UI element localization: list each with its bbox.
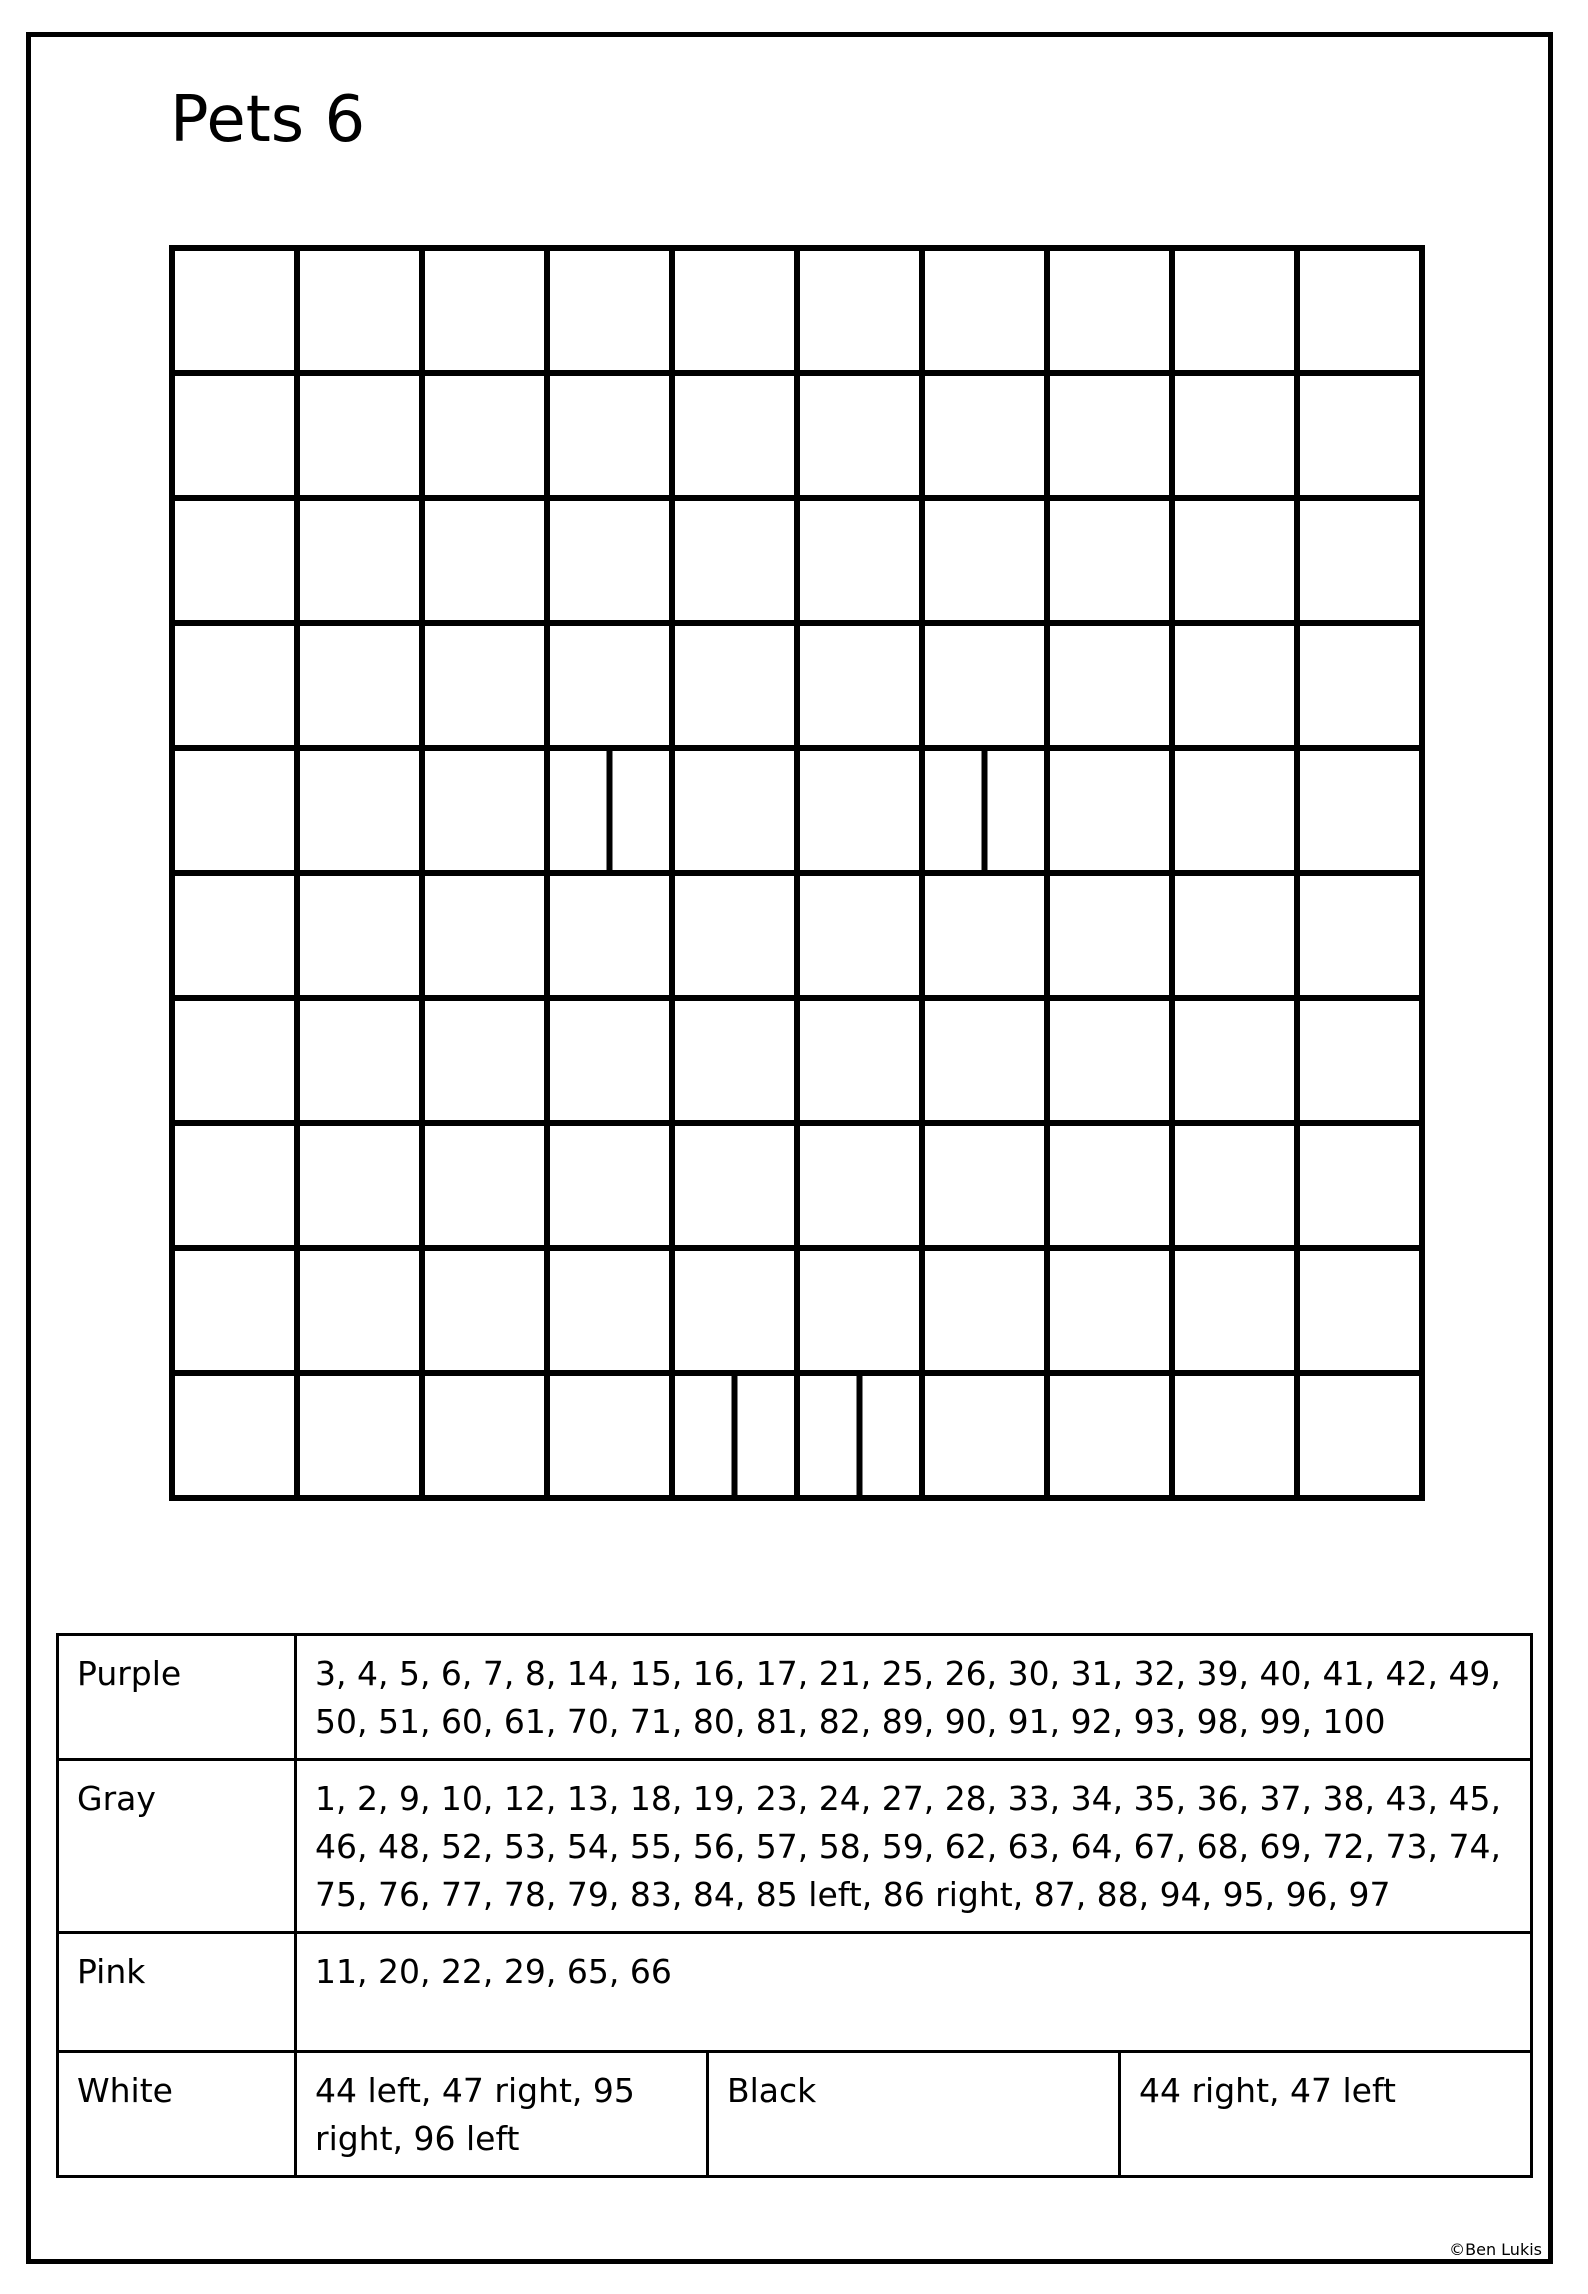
legend-row-gray	[58, 1760, 1532, 1933]
legend-row-white-black	[58, 2052, 1532, 2177]
credit-text: ©Ben Lukis	[1449, 2240, 1542, 2259]
legend-row-purple	[58, 1635, 1532, 1760]
cell-list-white: 44 left, 47 right, 95 right, 96 left	[296, 2052, 708, 2177]
cell-list-black: 44 right, 47 left	[1120, 2052, 1532, 2177]
color-label-pink: Pink	[58, 1933, 296, 2052]
cell-list-gray: 1, 2, 9, 10, 12, 13, 18, 19, 23, 24, 27, 28, 33, 34, 35, 36, 37, 38, 43, 45, 46, 48, 52, 53, 54, 55, 56, 57, 58, 59, 62, 63, 64, 67, 68, 69, 72, 73, 74, 75, 76, 77, 78, 79, 83, 84, 85 left, 86 right, 87, 88, 94, 95, 96, 97	[296, 1760, 1532, 1933]
color-label-black: Black	[708, 2052, 1120, 2177]
color-label-gray: Gray	[58, 1760, 296, 1933]
cell-list-purple: 3, 4, 5, 6, 7, 8, 14, 15, 16, 17, 21, 25, 26, 30, 31, 32, 39, 40, 41, 42, 49, 50, 51, 60, 61, 70, 71, 80, 81, 82, 89, 90, 91, 92, 93, 98, 99, 100	[296, 1635, 1532, 1760]
color-label-purple: Purple	[58, 1635, 296, 1760]
page-title: Pets 6	[170, 83, 366, 157]
legend-row-pink	[58, 1933, 1532, 2052]
cell-list-pink: 11, 20, 22, 29, 65, 66	[296, 1933, 1532, 2052]
color-label-white: White	[58, 2052, 296, 2177]
color-key-table	[56, 1633, 1533, 2178]
